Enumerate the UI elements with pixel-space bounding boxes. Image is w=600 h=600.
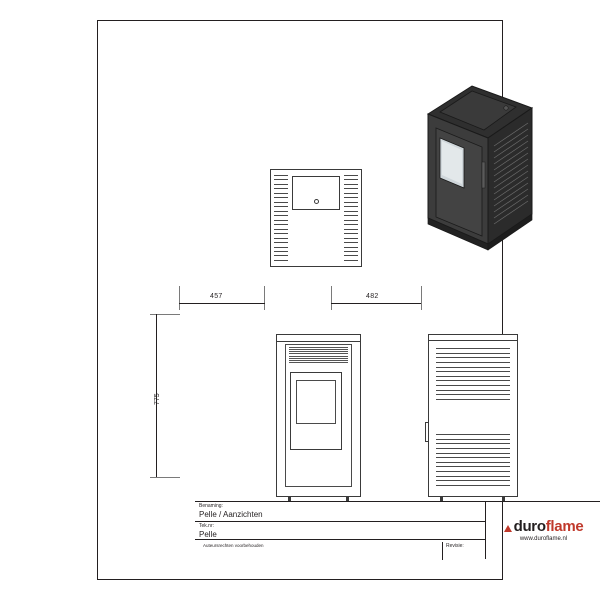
dim-label-height: 775 xyxy=(154,393,161,405)
title-block xyxy=(195,501,600,559)
side-view-louvers-lower xyxy=(436,434,510,486)
dim-line-side-width xyxy=(331,303,421,304)
brand-block xyxy=(485,502,600,559)
dim-line-front-width xyxy=(179,303,265,304)
side-view-drawing xyxy=(428,334,518,497)
side-view-door-handle xyxy=(425,422,429,442)
title-block-row-benaming xyxy=(195,502,485,522)
title-block-left xyxy=(195,502,485,559)
brand-name-flame: flame xyxy=(545,518,584,535)
copyright-note: Auteursrechten voorbehouden xyxy=(203,543,264,548)
side-view-louvers-upper xyxy=(436,348,510,400)
dim-ext-front-right xyxy=(264,286,265,310)
isometric-view-drawing xyxy=(420,76,540,266)
brand-name-duro: duro xyxy=(513,518,546,535)
dim-ext-side-left xyxy=(331,286,332,310)
front-view-grille xyxy=(289,347,348,363)
side-view-top-cap xyxy=(428,334,518,341)
dim-label-side-width: 482 xyxy=(366,293,379,300)
rear-louvers-left xyxy=(274,175,288,261)
dim-ext-side-right xyxy=(421,286,422,310)
drawing-frame xyxy=(97,20,584,580)
value-benaming: Pelle / Aanzichten xyxy=(199,510,263,519)
rear-access-panel xyxy=(292,176,340,210)
label-teknr: Tek.nr: xyxy=(199,523,215,529)
flame-icon xyxy=(504,525,512,532)
label-benaming: Benaming: xyxy=(199,503,223,509)
front-view-top-cap xyxy=(276,334,361,342)
title-block-row-footer xyxy=(195,540,485,560)
rear-louvers-right xyxy=(344,175,358,261)
value-teknr: Pelle xyxy=(199,530,217,539)
dim-ext-front-left xyxy=(179,286,180,310)
isometric-svg xyxy=(420,76,540,266)
dim-label-front-width: 457 xyxy=(210,293,223,300)
dim-ext-height-top xyxy=(150,314,180,315)
rear-outlet-icon xyxy=(314,199,319,204)
label-revisie: Revisie: xyxy=(446,543,464,549)
rear-view-drawing xyxy=(270,169,362,267)
front-view-drawing xyxy=(276,334,361,497)
front-view-window xyxy=(296,380,336,424)
brand-url: www.duroflame.nl xyxy=(519,536,568,542)
dim-ext-height-bottom xyxy=(150,477,180,478)
brand-logo xyxy=(504,519,584,535)
